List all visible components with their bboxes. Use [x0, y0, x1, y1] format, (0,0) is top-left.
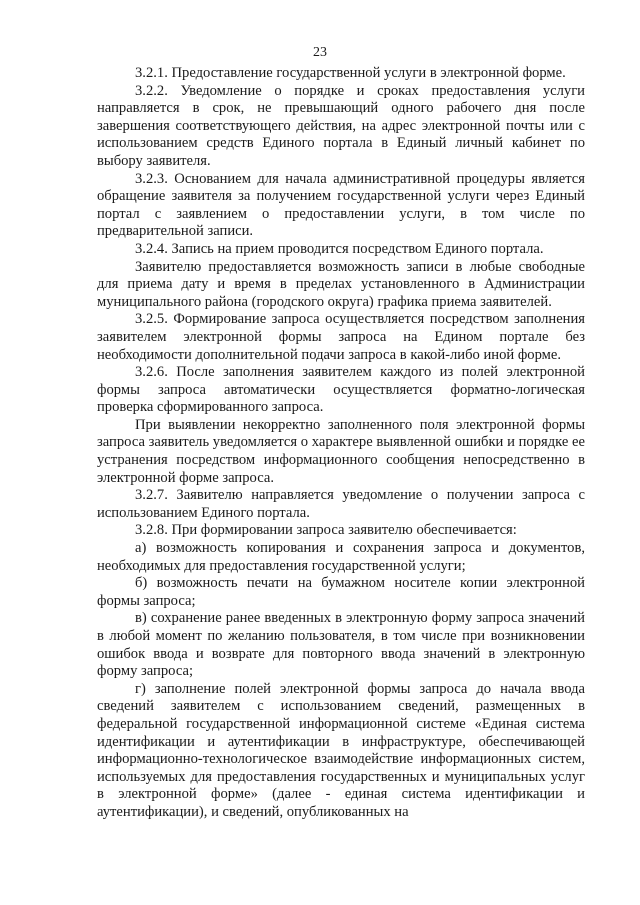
list-item-b: б) возможность печати на бумажном носителе копии электронной формы запроса; — [97, 575, 585, 609]
paragraph-3-2-7: 3.2.7. Заявителю направляется уведомление о получении запроса с использованием Единого портала. — [97, 487, 585, 521]
paragraph-appointment-options: Заявителю предоставляется возможность записи в любые свободные для приема дату и время в пределах установленного в Администрации муниципального района (городского округа) графика приема заявителей. — [97, 258, 585, 310]
list-item-a: а) возможность копирования и сохранения запроса и документов, необходимых для предоставления государственной услуги; — [97, 540, 585, 574]
paragraph-3-2-1: 3.2.1. Предоставление государственной услуги в электронной форме. — [135, 65, 566, 81]
page-number: 23 — [313, 45, 327, 60]
paragraph-3-2-8: 3.2.8. При формировании запроса заявителю обеспечивается: — [135, 522, 517, 539]
paragraph-3-2-3: 3.2.3. Основанием для начала административной процедуры является обращение заявителя за получением государственной услуги через Единый портал с заявлением о предоставлении услуги, в том числе по предварительной записи. — [97, 170, 585, 240]
paragraph-error-notification: При выявлении некорректно заполненного поля электронной формы запроса заявитель уведомляется о характере выявленной ошибки и порядке ее устранения посредством информационного сообщения непосредственно в электронной форме запроса. — [97, 416, 585, 486]
list-item-v: в) сохранение ранее введенных в электронную форму запроса значений в любой момент по желанию пользователя, в том числе при возникновении ошибок ввода и возврате для повторного ввода значений в электронную форму запроса; — [97, 610, 585, 680]
paragraph-3-2-4: 3.2.4. Запись на прием проводится посредством Единого портала. — [135, 240, 544, 257]
paragraph-3-2-6: 3.2.6. После заполнения заявителем каждого из полей электронной формы запроса автоматически осуществляется форматно-логическая проверка сформированного запроса. — [97, 364, 585, 416]
paragraph-3-2-5: 3.2.5. Формирование запроса осуществляется посредством заполнения заявителем электронной формы запроса на Едином портале без необходимости дополнительной подачи запроса в какой-либо иной форме. — [97, 311, 585, 363]
document-body — [97, 65, 585, 822]
paragraph-3-2-2: 3.2.2. Уведомление о порядке и сроках предоставления услуги направляется в срок, не превышающий одного рабочего дня после завершения соответствующего действия, на адрес электронной почты или с использованием средств Единого портала в Единый личный кабинет по выбору заявителя. — [97, 82, 585, 169]
list-item-g: г) заполнение полей электронной формы запроса до начала ввода сведений заявителем с использованием сведений, размещенных в федеральной государственной информационной системе «Единая система идентификации и аутентификации в инфраструктуре, обеспечивающей информационно-технологическое взаимодействие информационных систем, используемых для предоставления государственных и муниципальных услуг в электронной форме» (далее - единая система идентификации и аутентификации), и сведений, опубликованных на — [97, 680, 585, 820]
